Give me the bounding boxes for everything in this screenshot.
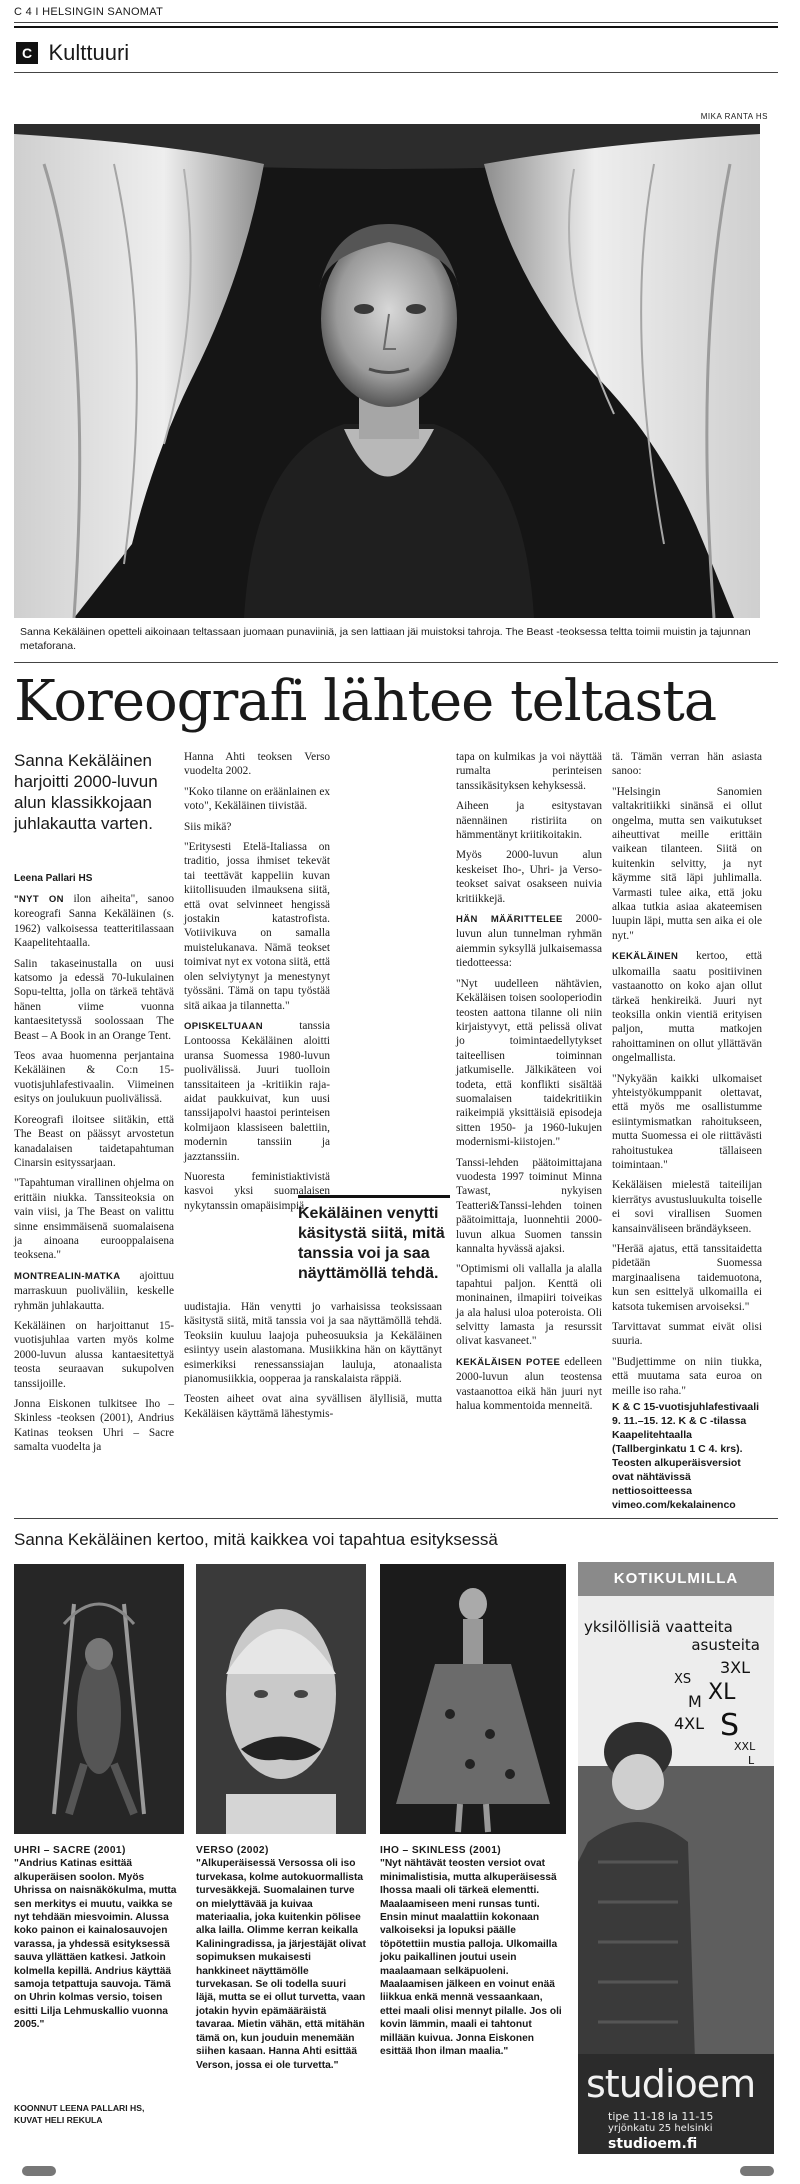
paragraph-text: "Helsingin Sanomien valtakritiikki sinänsä ei ollut ongelma, mutta sen vaikutukset aiheuttivat meille erittäin vaikean tilanteen. Siitä on kuitenkin selvitty, ja nyt käymme sitä läpi juhlimalla. Varmasti tulee aika, että joku alkaa tutkia asiaa akateemisen luupin läpi, mutta sen aika ei ole nyt.": [612, 785, 762, 942]
paragraph-text: ajoittuu marraskuun puoliväliin, keskelle ryhmän juhlakautta.: [14, 1269, 174, 1312]
gallery-text: "Nyt nähtävät teosten versiot ovat minimalistisia, mutta alkuperäisessä Ihossa maali oli tärkeä elementti. Maalaamiseen meni runsas tunti. Ensin minut maalattiin kokonaan valkoiseksi ja lopuksi päälle töpötettiin mustia palloja. Ulkomailla joku paikallinen joutui usein maalaamaan selkäpuoleni. Maalaamisen jälkeen en voinut enää liikkua enkä mennä vessaankaan, ettei maali olisi mennyt pilalle. Jos oli kovin lämmin, maali ei tahtonut millään kuivua. Jonna Eiskonen esittää Ihon ilman maalia.": [380, 1858, 562, 2058]
paragraph-text: Kekäläinen on harjoittanut 15-vuotisjuhlaa varten myös kolme 2000-luvun alussa kantaesitettyä teosta seuraavan sukupolven tanssijoille.: [14, 1319, 174, 1390]
ad-tagline: [584, 1618, 770, 1654]
article-paragraph: [456, 977, 602, 1150]
paragraph-text: "Herää ajatus, että tanssitaidetta pidetään Suomessa marginaalisena taidemuotona, kun sen esittelyä ulkomailla ei katsota tukemisen arvoiseksi.": [612, 1243, 762, 1313]
paragraph-text: Teos avaa huomenna perjantaina Kekäläinen & Co:n 15-vuotisjuhlafestivaalin. Viimeinen esitys on joulukuun puolivälissä.: [14, 1050, 174, 1106]
gallery-photo-uhri: [14, 1564, 184, 1834]
article-paragraph: [456, 1156, 602, 1257]
paragraph-text: tä. Tämän verran hän asiasta sanoo:: [612, 751, 762, 778]
gallery-heading: IHO – SKINLESS (2001): [380, 1845, 502, 1856]
paragraph-text: "Nykyään kaikki ulkomaiset yhteistyökumppanit olettavat, että myös me osallistumme esiintymismatkan rahoitukseen, mutta Suomessa ei ole riittävästi rahoitustukea tällaiseen toimintaan.": [612, 1072, 762, 1171]
gallery-text: "Andrius Katinas esittää alkuperäisen soolon. Myös Uhrissa on naisnäkökulma, mutta sen merkitys ei muutu, vaikka se nyt tehdään miesvoimin. Alussa koko painon ei kainalosauvojen varassa, ja yhdessä esityksessä sauva yllättäen katkesi. Jatkoin kolmella kepillä. Andrius käyttää samoja tetpattuja sauvoja. Tämä on Uhrin kolmas versio, toisen esitti Lilja Lehmuskallio vuonna 2005.": [14, 1858, 177, 2031]
article-paragraph: [612, 1072, 762, 1173]
ad-url: studioem.fi: [608, 2136, 698, 2152]
section-name: Kulttuuri: [48, 40, 130, 65]
ad-line-2: asusteita: [691, 1636, 760, 1654]
paragraph-text: Hanna Ahti teoksen Verso vuodelta 2002.: [184, 751, 330, 778]
section-letter: C: [16, 42, 38, 64]
article-paragraph: [456, 799, 602, 842]
dancer-crutches-illustration: [14, 1564, 184, 1834]
main-photo: [14, 124, 760, 618]
gallery-caption-verso: [196, 1844, 366, 2072]
paragraph-kicker: KEKÄLÄINEN: [612, 951, 679, 963]
article-paragraph: [14, 1176, 174, 1262]
caption-rule: [14, 662, 778, 663]
article-paragraph: [456, 1262, 602, 1348]
article-paragraph: [456, 1355, 602, 1414]
article-paragraph: [612, 1242, 762, 1314]
ingress: Sanna Kekäläinen harjoitti 2000-luvun alun klassikkojaan juhlakautta varten.: [14, 751, 158, 833]
gallery-text: "Alkuperäisessä Versossa oli iso turvekasa, kolme autokuormallista turvesäkkejä. Suomalainen turve on mielyttävää ja kuivaa materiaalia, joka kuitenkin pölisee alka lailla. Olimme kerran keikalla Kaliningradissa, ja järjestäjät olivat sopimuksen mukaisesti hankkineet näyttämölle turvekasan. Se oli todella suuri läjä, mutta se ei ollut turvetta, vaan jotakin hyvin epämääräistä tavaraa. Mietin vähän, että mitähän tämä on, kun jouduin menemään siihen kasaan. Hanna Ahti esittää Verson, jossa ei ole turvetta.": [196, 1858, 366, 2071]
article-paragraph: [184, 1392, 442, 1421]
byline: Leena Pallari HS: [14, 873, 93, 884]
page-header: [14, 6, 774, 28]
paragraph-text: Kekäläisen mielestä taiteilijan kierrätys avustusluukulta toiselle ei sovi virallisen Suomen kansainväliseen brändäykseen.: [612, 1179, 762, 1235]
ad-size-label: XL: [708, 1680, 736, 1705]
gallery-credit: KOONNUT LEENA PALLARI HS, KUVAT HELI REKULA: [14, 2103, 145, 2125]
gallery-photo-iho: [380, 1564, 566, 1834]
photo-credit: MIKA RANTA HS: [700, 112, 768, 121]
scan-mark: [22, 2166, 56, 2176]
page-number-paper: C 4 I HELSINGIN SANOMAT: [14, 6, 164, 18]
paragraph-text: Tanssi-lehden päätoimittajana vuodesta 1997 toiminut Minna Tawast, nykyisen Teatteri&Tanssi-lehden toinen päätoimittaja, luonnehtii 2000-luvun alkua Suomen tanssin kannalta hyvässä ajaksi.: [456, 1156, 602, 1255]
paragraph-text: kertoo, että ulkomailla saatu positiivinen vastaanotto on koko ajan ollut tärkeä henkireikä. Juuri nyt teoksilla onkin vientiä erityisen paljon, mutta matkojen rahoittaminen on ollut yllättävän ongelmallista.: [612, 950, 762, 1065]
paragraph-text: tanssia Lontoossa Kekäläinen aloitti uransa Suomessa 1980-luvun puolivälissä. Juuri tuolloin tanssitaiteen ja -kritiikin raja-aidat paukkuivat, kun uusi tanssijapolvi haastoi perinteisen kolmijaon klassiseen balettiin, modernin tanssiin ja jazztanssiin.: [184, 1019, 330, 1163]
ad-size-label: 4XL: [674, 1714, 705, 1733]
portrait-illustration: [14, 124, 760, 618]
paragraph-text: tapa on kulmikas ja voi näyttää rumalta perinteisen tanssikäsityksen kehyksessä.: [456, 751, 602, 792]
article-paragraph: [184, 1019, 330, 1164]
paragraph-text: "Optimismi oli vallalla ja alalla tapahtui paljon. Kenttä oli moninainen, ilmapiiri toiveikas ja ala halusi uloa poteroista. Oli selvitty lamasta ja resurssit olivat kasvaneet.": [456, 1263, 602, 1348]
info-box: K & C 15-vuotisjuhlafestivaali 9. 11.–15. 12. K & C -tilassa Kaapelitehtaalla (Tallberginkatu 1 C 4. krs). Teosten alkuperäisversiot ovat nähtävissä nettiosoitteessa vimeo.com/kekalainenco: [612, 1401, 760, 1511]
article-column-3: [456, 750, 602, 1419]
paragraph-kicker: MONTREALIN-MATKA: [14, 1270, 121, 1282]
article-paragraph: [184, 785, 330, 814]
section-rule: [14, 72, 778, 73]
article-column-1: [14, 892, 174, 1461]
ad-size-label: 3XL: [720, 1658, 751, 1677]
ad-size-label: M: [688, 1692, 702, 1711]
paragraph-kicker: HÄN MÄÄRITTELEE: [456, 914, 563, 926]
paragraph-text: Aiheen ja esitystavan näennäinen ristiriita on hämmentänyt kriitikoitakin.: [456, 800, 602, 842]
article-paragraph: [14, 892, 174, 951]
article-paragraph: [612, 949, 762, 1065]
paragraph-text: "Tapahtuman virallinen ohjelma on erittäin niukka. Tanssiteoksia on vain viisi, ja The Beast on valittu sinne ensimmäisenä suomalaisena ja ainoana eurooppalaisena teoksena.": [14, 1177, 174, 1262]
ad-sizes: [674, 1658, 770, 1768]
paragraph-text: Myös 2000-luvun alun keskeiset Iho-, Uhri- ja Verso-teokset saivat osakseen nuivia kritiikkejä.: [456, 849, 602, 905]
article-column-2: [184, 750, 330, 1219]
paragraph-text: "Eritysesti Etelä-Italiassa on traditio, jossa ihmiset tekevät tai teettävät kappeliin kuvan kiitollisuuden ilmauksena siitä, että ovat selvinneet hengissä jostakin katastrofista. Votiivikuva on samalla muistelukanava. Nämä teokset toimivat nyt ex votona siitä, että olen selviytynyt ja menestynyt työssäni. Tämä on tapu työstää sitä aikaa ja tilannetta.": [184, 841, 330, 1012]
article-paragraph: [14, 1269, 174, 1313]
article-paragraph: [14, 1397, 174, 1455]
gallery-caption-uhri: [14, 1844, 184, 2032]
article-paragraph: [612, 1320, 762, 1349]
face-illustration: [196, 1564, 366, 1834]
article-paragraph: [184, 840, 330, 1013]
article-paragraph: [184, 1300, 442, 1386]
ad-header: KOTIKULMILLA: [578, 1562, 774, 1596]
paragraph-text: uudistajia. Hän venytti jo varhaisissa teoksissaan käsitystä siitä, mitä tanssia voi ja saa näyttämöllä tehdä. Teoksiin kuuluu laajoja puheosuuksia ja Kekäläinen esiintyy usein alastomana. Musiikkina hän on käyttänyt esimerkiksi renessanssiajan lauluja, atonaalista pianomusiikkia, oopperaa ja ranskalaista räppiä.: [184, 1301, 442, 1386]
article-paragraph: [612, 1178, 762, 1236]
article-paragraph: [456, 750, 602, 793]
advertisement: [578, 1562, 774, 2154]
gallery-heading: UHRI – SACRE (2001): [14, 1845, 126, 1856]
ad-hours: tipe 11-18 la 11-15: [608, 2110, 714, 2123]
header-rule-thick: [14, 26, 778, 28]
paragraph-text: "Budjettimme on niin tiukka, että muutama sata euroa on meille iso raha.": [612, 1355, 762, 1397]
paragraph-text: ilon aiheita", sanoo koreografi Sanna Kekäläinen (s. 1962) valkoisessa teatteritilassaan Kaapelitehtaalla.: [14, 893, 174, 950]
article-paragraph: [14, 1113, 174, 1171]
dress-dancer-illustration: [380, 1564, 566, 1834]
pull-quote: Kekäläinen venytti käsitystä siitä, mitä tanssia voi ja saa näyttämöllä tehdä.: [298, 1195, 450, 1284]
gallery-caption-iho: [380, 1844, 566, 2059]
article-paragraph: [456, 912, 602, 971]
article-paragraph: [612, 1355, 762, 1398]
gallery-photo-verso: [196, 1564, 366, 1834]
gallery-title: Sanna Kekäläinen kertoo, mitä kaikkea voi tapahtua esityksessä: [14, 1530, 498, 1549]
section-label: [16, 40, 316, 68]
header-rule: [14, 22, 778, 23]
ad-brand: studioem: [586, 2062, 756, 2106]
paragraph-text: edelleen 2000-luvun alun teostensa vastaanottoa eikä hän juuri nyt halua kommentoida menneitä.: [456, 1355, 602, 1413]
article-paragraph: [456, 848, 602, 906]
ad-line-1: yksilöllisiä vaatteita: [584, 1618, 733, 1636]
ad-size-label: S: [720, 1708, 740, 1743]
article-paragraph: [184, 820, 330, 834]
photo-caption: Sanna Kekäläinen opetteli aikoinaan teltassaan juomaan punaviiniä, ja sen lattiaan jäi muistoksi tahroja. The Beast -teoksessa teltta toimii muistin ja tajunnan metaforana.: [20, 626, 751, 652]
ad-size-label: XXL: [734, 1740, 756, 1753]
paragraph-text: Koreografi iloitsee siitäkin, että The Beast on päässyt arvostetun kanadalaisen taidetapahtuman Cinarsin esityssarjaan.: [14, 1113, 174, 1169]
ad-size-label: L: [748, 1754, 755, 1767]
article-column-2-bottom: [184, 1300, 442, 1427]
paragraph-text: "Nyt uudelleen nähtävien, Kekäläisen toisen sooloperiodin teosten aattona tilanne oli niin kirjaistyvyt, että pelissä olivat jo toimintaedellytykset taiteellisen toiminnan jatkumiselle. Jälkikäteen voi todeta, että konflikti sisältää suomalaisen taidekritiikin raikeimpiä yksittäisiä episodeja sitten 1950- ja 1960-lukujen modernismi-kiistojen.": [456, 977, 602, 1149]
paragraph-kicker: "NYT ON: [14, 894, 64, 905]
ad-size-label: XS: [674, 1672, 692, 1687]
scan-mark: [740, 2166, 774, 2176]
paragraph-text: Salin takaseinustalla on uusi katsomo ja edessä 70-lukulainen Sopu-teltta, jolla on tärkeä tehtävä hänen viime vuonna kantaesitetyssä soolossaan The Beast – A Book in an Orange Tent.: [14, 957, 174, 1042]
paragraph-text: Siis mikä?: [184, 820, 232, 833]
article-paragraph: [612, 785, 762, 943]
headline: Koreografi lähtee teltasta: [14, 669, 717, 734]
ad-address: yrjönkatu 25 helsinki: [608, 2123, 713, 2134]
paragraph-kicker: OPISKELTUAAN: [184, 1020, 264, 1032]
gallery-heading: VERSO (2002): [196, 1845, 269, 1856]
article-paragraph: [14, 957, 174, 1043]
article-paragraph: [184, 750, 330, 779]
article-paragraph: [612, 750, 762, 779]
paragraph-kicker: KEKÄLÄISEN POTEE: [456, 1356, 561, 1368]
article-column-4: [612, 750, 762, 1404]
gallery-rule: [14, 1518, 778, 1519]
article-paragraph: [14, 1049, 174, 1107]
article-paragraph: [14, 1319, 174, 1391]
paragraph-text: Teosten aiheet ovat aina syvällisen älyllisiä, mutta Kekäläisen käyttämä lähestymis-: [184, 1393, 442, 1420]
paragraph-text: "Koko tilanne on eräänlainen ex voto", Kekäläinen tiivistää.: [184, 785, 330, 813]
paragraph-text: Tarvittavat summat eivät olisi suuria.: [612, 1321, 762, 1348]
paragraph-text: Nuoresta feministiaktivistä kasvoi yksi suomalaisen nykytanssin omapäisimpiä: [184, 1170, 330, 1212]
paragraph-text: 2000-luvun alun tunnelman ryhmän aiemmin syksyllä julkaisemassa tiedotteessa:: [456, 913, 602, 970]
paragraph-text: Jonna Eiskonen tulkitsee Iho – Skinless -teoksen (2001), Andrius Katinas teoksen Uhri – Sacre samalta vuodelta ja: [14, 1398, 174, 1454]
